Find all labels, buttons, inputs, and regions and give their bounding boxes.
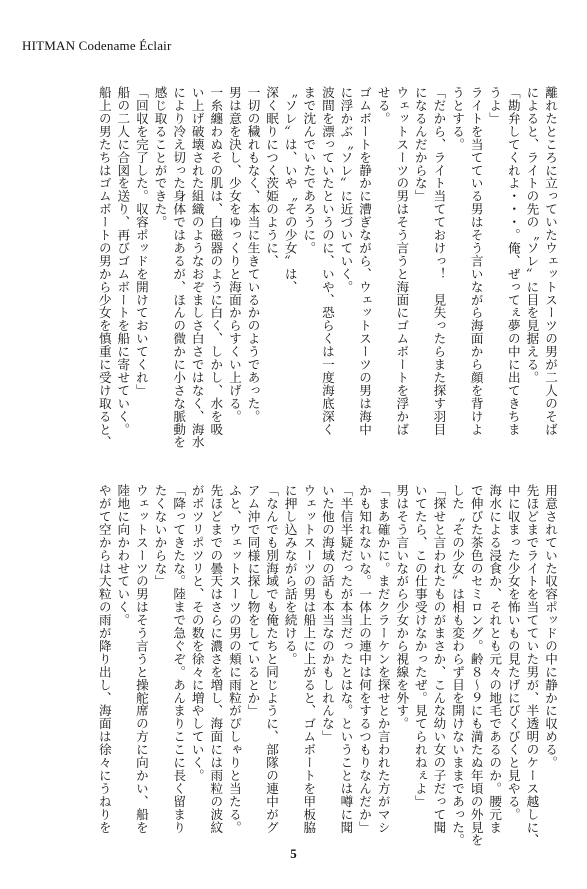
text-block-upper xyxy=(94,86,559,456)
text-line: うとする。 xyxy=(450,86,466,151)
page-number: 5 xyxy=(290,846,297,861)
text-line: 「探せと言われたものがまさか、こんな幼い女の子だって聞 xyxy=(431,484,447,834)
text-line: 中に収まった少女を怖いもの見たげにびくびくと見やる。 xyxy=(505,484,521,821)
text-line: によると、ライトの先の〝ソレ〟に目を見据える。 xyxy=(524,86,540,384)
text-line: 船の二人に合図を送り、再びゴムボートを船に寄せていく。 xyxy=(115,86,131,436)
text-line: ウェットスーツの男は船上に上がると、ゴムボートを甲板脇 xyxy=(301,484,317,834)
text-line: 深く眠りにつく茨姫のように、 xyxy=(264,86,280,268)
text-line: 「半信半疑だったが本当だったとはな。ということは噂に聞 xyxy=(338,484,354,834)
text-line: で伸びた茶色のセミロング。齢８～９にも満たぬ年頃の外見を xyxy=(468,484,484,847)
text-line: 「降ってきたな。陸まで急ぐぞ。あんまりここに長く留まり xyxy=(171,484,187,834)
text-line: 「なんでも別海域でも俺たちと同じように、部隊の連中がグ xyxy=(264,484,280,834)
text-line: 「だから、ライト当てておけっ！ 見失ったらまた探す羽目 xyxy=(431,86,447,436)
text-line: ウェットスーツの男はそう言うと海面にゴムボートを浮かば xyxy=(394,86,410,436)
text-line: アム沖で同様に探し物をしているとか」 xyxy=(245,484,261,718)
text-line: 「まあ確かに。まだクラーケンを探せとか言われた方がマシ xyxy=(375,484,391,834)
text-line: 海水による浸食か、それとも元々の地毛であるのか。腰元ま xyxy=(487,484,503,834)
text-line: 一切の穢れもなく、本当に生きているかのようであった。 xyxy=(245,86,261,423)
text-line: により冷え切った身体ではあるが、ほんの微かに小さな脈動を xyxy=(171,86,187,449)
text-line: やがて空からは大粒の雨が降り出し、海面は徐々にうねりを xyxy=(96,484,112,834)
text-line: 先ほどまでライトを当てていた男が、半透明のケース越しに、 xyxy=(524,484,540,847)
text-line: 「勘弁してくれよ・・・。俺、ぜってぇ夢の中に出てきちま xyxy=(505,86,521,436)
text-line: 一糸纏わぬその肌は、白磁器のように白く、しかし、水を吸 xyxy=(208,86,224,436)
text-line: 船上の男たちはゴムボートの男から少女を慎重に受け取ると、 xyxy=(96,86,112,449)
text-line: いた他の海域の話も本当なのかもしれんな」 xyxy=(319,484,335,743)
text-line: に押し込みながら話を続ける。 xyxy=(282,484,298,666)
text-line: 先ほどまでの曇天はさらに濃さを増し、海面には雨粒の波紋 xyxy=(208,484,224,834)
text-line: 用意されていた収容ポッドの中に静かに収める。 xyxy=(543,484,558,769)
text-line: いてたら、この仕事受けなかったぜ。見てられねぇよ」 xyxy=(412,484,428,808)
text-line: がポツリポツリと、その数を徐々に増やしていく。 xyxy=(189,484,205,782)
text-line: 波間を漂っていたというのに、いや、恐らくは一度海底深く xyxy=(319,86,335,436)
text-line: 〝ソレ〟は、いや〝その少女〟は、 xyxy=(282,86,298,294)
text-line: 男はそう言いながら少女から視線を外す。 xyxy=(394,484,410,731)
text-line: 離れたところに立っていたウェットスーツの男が二人のそば xyxy=(543,86,558,436)
text-line: 感じ取ることができた。 xyxy=(152,86,168,229)
text-line: になるんだからな」 xyxy=(412,86,428,203)
text-line: した〝その少女〟は相も変わらず目を開けないままであった。 xyxy=(450,484,466,847)
text-line: い上げ破壊された組織のようなおぞましさ白さではなく、海水 xyxy=(189,86,205,449)
text-line: 陸地に向かわせていく。 xyxy=(115,484,131,627)
text-line: せる。 xyxy=(375,86,391,125)
text-line: ライトを当てている男はそう言いながら海面から顔を背けよ xyxy=(468,86,484,436)
text-line: たくないからな」 xyxy=(152,484,168,588)
text-line: うよ」 xyxy=(487,86,503,125)
text-block-lower xyxy=(94,484,559,854)
text-line: 男は意を決し、少女をゆっくりと海面からすくい上げる。 xyxy=(226,86,242,423)
text-line: ウェットスーツの男はそう言うと操舵席の方に向かい、船を xyxy=(133,484,149,834)
text-line: ふと、ウェットスーツの男の頬に雨粒がぴしゃりと当たる。 xyxy=(226,484,242,834)
page-header-title: HITMAN Codename Éclair xyxy=(22,38,172,53)
text-line: ゴムボートを静かに漕ぎながら、ウェットスーツの男は海中 xyxy=(357,86,373,436)
text-line: かも知れないな。一体上の連中は何をするつもりなんだか」 xyxy=(357,484,373,834)
text-line: 「回収を完了した。収容ポッドを開けておいてくれ」 xyxy=(133,86,149,397)
text-line: まで沈んでいたであろうに。 xyxy=(301,86,317,255)
text-line: に浮かぶ〝ソレ〟に近づいていく。 xyxy=(338,86,354,294)
